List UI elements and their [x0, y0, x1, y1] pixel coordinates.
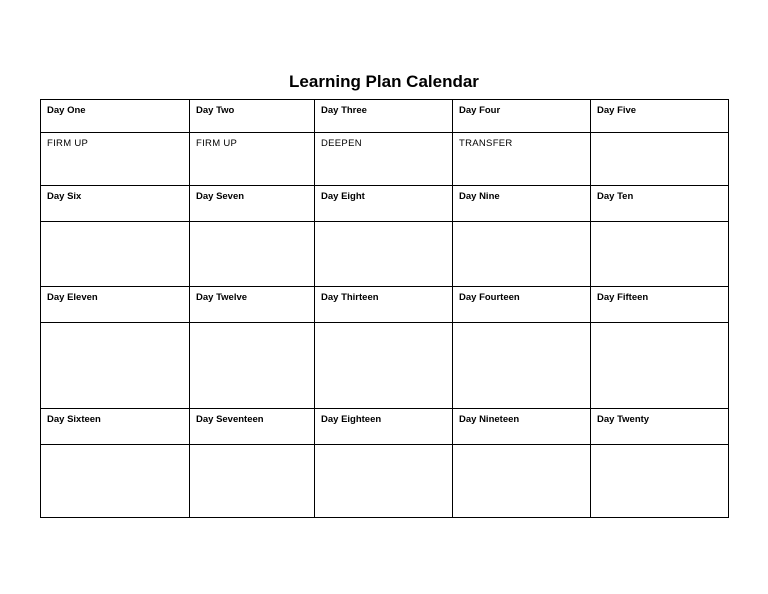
day-label-10: Day Ten — [591, 186, 729, 222]
day-15-activity-cell — [591, 323, 729, 409]
day-12-activity-cell — [190, 323, 315, 409]
calendar-table — [40, 99, 729, 518]
day-label-16: Day Sixteen — [41, 409, 190, 445]
day-10-activity-cell — [591, 222, 729, 287]
day-17-activity-cell — [190, 445, 315, 518]
day-label-9: Day Nine — [453, 186, 591, 222]
day-label-17: Day Seventeen — [190, 409, 315, 445]
day-20-activity-cell — [591, 445, 729, 518]
week-2-activity-row — [41, 222, 729, 287]
day-label-7: Day Seven — [190, 186, 315, 222]
day-1-activity-cell: FIRM UP — [41, 133, 190, 186]
day-9-activity-cell — [453, 222, 591, 287]
day-label-1: Day One — [41, 100, 190, 133]
day-label-14: Day Fourteen — [453, 287, 591, 323]
day-6-activity-cell — [41, 222, 190, 287]
week-4-header-row — [41, 409, 729, 445]
day-2-activity-cell: FIRM UP — [190, 133, 315, 186]
day-label-8: Day Eight — [315, 186, 453, 222]
day-label-3: Day Three — [315, 100, 453, 133]
day-label-15: Day Fifteen — [591, 287, 729, 323]
day-label-4: Day Four — [453, 100, 591, 133]
day-label-6: Day Six — [41, 186, 190, 222]
week-1-activity-row — [41, 133, 729, 186]
day-18-activity-cell — [315, 445, 453, 518]
day-13-activity-cell — [315, 323, 453, 409]
week-3-activity-row — [41, 323, 729, 409]
week-4-activity-row — [41, 445, 729, 518]
day-16-activity-cell — [41, 445, 190, 518]
day-8-activity-cell — [315, 222, 453, 287]
day-label-2: Day Two — [190, 100, 315, 133]
page-title: Learning Plan Calendar — [289, 72, 479, 91]
day-5-activity-cell — [591, 133, 729, 186]
day-label-19: Day Nineteen — [453, 409, 591, 445]
day-19-activity-cell — [453, 445, 591, 518]
week-2-header-row — [41, 186, 729, 222]
day-3-activity-cell: DEEPEN — [315, 133, 453, 186]
week-1-header-row — [41, 100, 729, 133]
day-label-20: Day Twenty — [591, 409, 729, 445]
day-11-activity-cell — [41, 323, 190, 409]
day-4-activity-cell: TRANSFER — [453, 133, 591, 186]
week-3-header-row — [41, 287, 729, 323]
day-label-12: Day Twelve — [190, 287, 315, 323]
day-label-11: Day Eleven — [41, 287, 190, 323]
day-label-13: Day Thirteen — [315, 287, 453, 323]
day-7-activity-cell — [190, 222, 315, 287]
day-14-activity-cell — [453, 323, 591, 409]
day-label-18: Day Eighteen — [315, 409, 453, 445]
day-label-5: Day Five — [591, 100, 729, 133]
